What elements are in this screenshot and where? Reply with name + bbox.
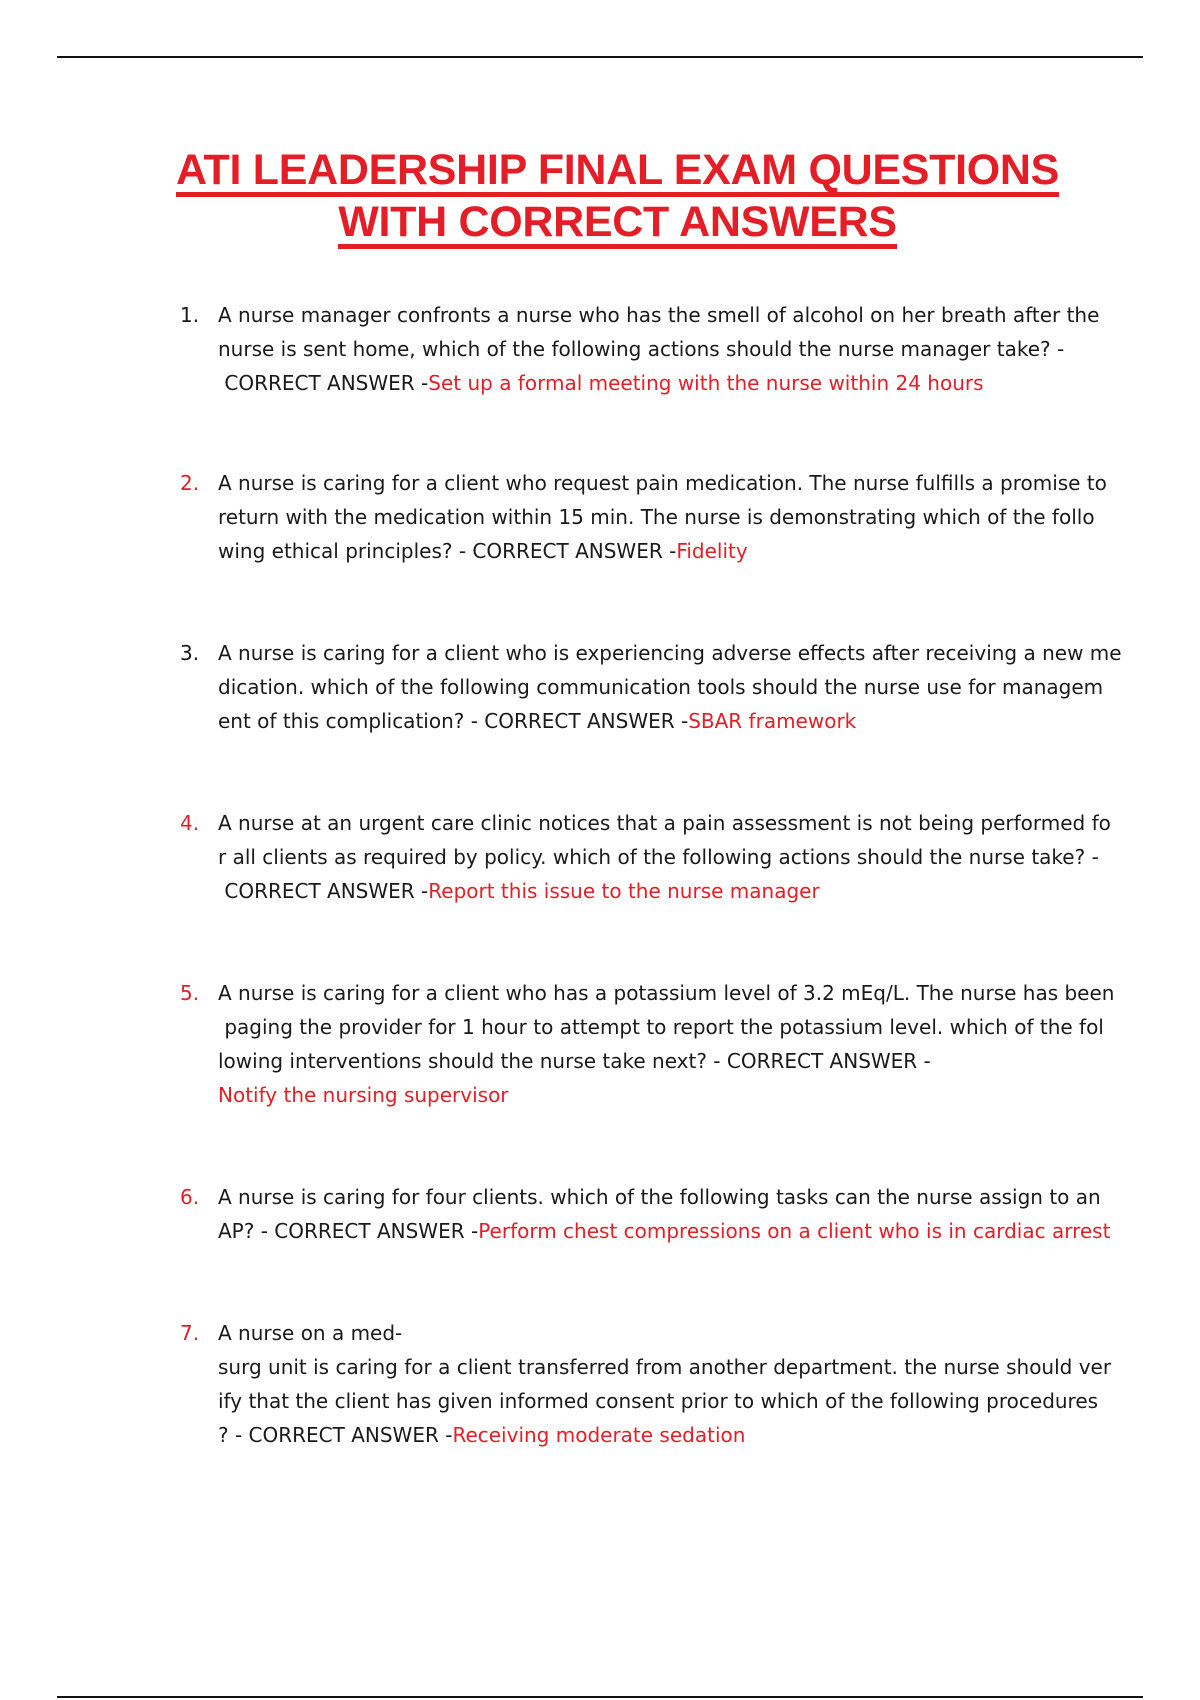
question-text-line: r all clients as required by policy. which of the following actions should the nurse take? - [218,845,1099,869]
correct-answer: SBAR framework [688,709,857,733]
question-number: 6. [180,1185,200,1209]
title-line-1: ATI LEADERSHIP FINAL EXAM QUESTIONS [176,149,1059,197]
question-text-line: A nurse is caring for a client who is experiencing adverse effects after receiving a new me [218,641,1122,665]
question-text-line: dication. which of the following communication tools should the nurse use for managem [218,675,1104,699]
question-text-line: A nurse is caring for four clients. which of the following tasks can the nurse assign to an [218,1185,1101,1209]
question-number: 2. [180,471,200,495]
question-7 [180,1316,1112,1452]
question-5 [180,976,1115,1112]
question-number: 5. [180,981,200,1005]
correct-answer-prefix: ent of this complication? - CORRECT ANSWER - [218,709,689,733]
question-text-line: A nurse at an urgent care clinic notices that a pain assessment is not being performed fo [218,811,1111,835]
question-text-line: lowing interventions should the nurse take next? - CORRECT ANSWER - [218,1049,931,1073]
correct-answer: Report this issue to the nurse manager [428,879,820,903]
question-number: 3. [180,641,200,665]
correct-answer: Notify the nursing supervisor [218,1083,509,1107]
question-6 [180,1180,1111,1248]
correct-answer-prefix: AP? - CORRECT ANSWER - [218,1219,479,1243]
question-1 [180,298,1100,400]
question-text-line: paging the provider for 1 hour to attempt to report the potassium level. which of the fol [218,1015,1104,1039]
question-2 [180,466,1107,568]
page-title [0,145,1200,249]
correct-answer-prefix: CORRECT ANSWER - [218,371,429,395]
question-number: 4. [180,811,200,835]
question-text-line: return with the medication within 15 min. The nurse is demonstrating which of the follo [218,505,1095,529]
correct-answer: Set up a formal meeting with the nurse within 24 hours [428,371,984,395]
question-number: 1. [180,303,200,327]
correct-answer-prefix: ? - CORRECT ANSWER - [218,1423,453,1447]
question-text-line: nurse is sent home, which of the following actions should the nurse manager take? - [218,337,1065,361]
question-3 [180,636,1122,738]
question-text-line: surg unit is caring for a client transferred from another department. the nurse should ver [218,1355,1112,1379]
question-text-line: A nurse is caring for a client who has a potassium level of 3.2 mEq/L. The nurse has been [218,981,1115,1005]
correct-answer: Receiving moderate sedation [452,1423,746,1447]
correct-answer-prefix: CORRECT ANSWER - [218,879,429,903]
correct-answer: Perform chest compressions on a client who is in cardiac arrest [478,1219,1111,1243]
question-text-line: ify that the client has given informed consent prior to which of the following procedures [218,1389,1099,1413]
bottom-rule [57,1696,1143,1698]
correct-answer: Fidelity [676,539,748,563]
question-number: 7. [180,1321,200,1345]
question-4 [180,806,1111,908]
question-text-line: A nurse on a med- [218,1321,403,1345]
question-text-line: A nurse manager confronts a nurse who has the smell of alcohol on her breath after the [218,303,1100,327]
title-line-2: WITH CORRECT ANSWERS [338,201,897,249]
question-text-line: A nurse is caring for a client who request pain medication. The nurse fulfills a promise to [218,471,1107,495]
correct-answer-prefix: wing ethical principles? - CORRECT ANSWER - [218,539,677,563]
top-rule [57,56,1143,58]
